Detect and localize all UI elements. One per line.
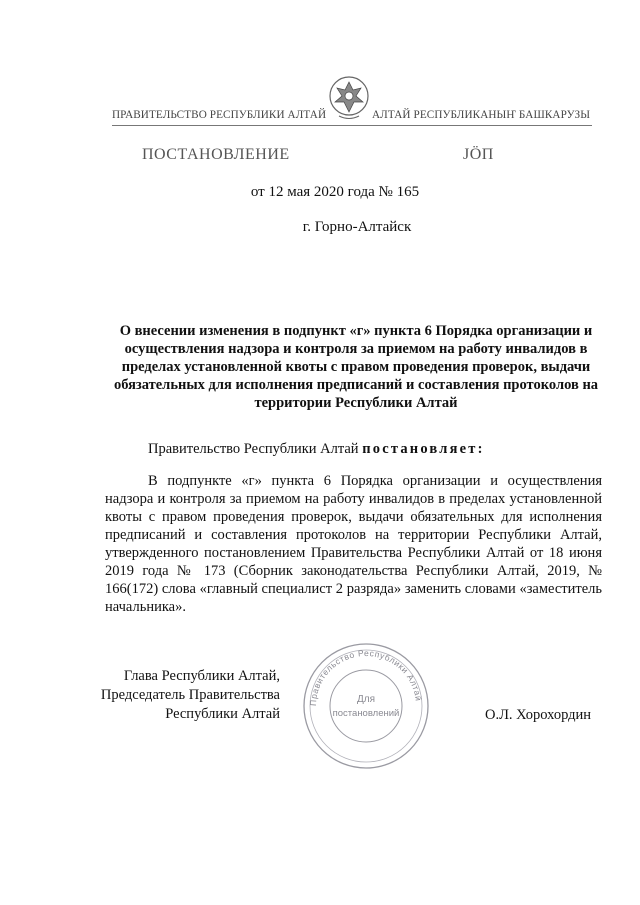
doc-type-russian: ПОСТАНОВЛЕНИЕ [142,146,290,163]
coat-of-arms-emblem [327,74,371,122]
signatory-title-line-2: Председатель Правительства [100,687,280,703]
header-org-right: АЛТАЙ РЕСПУБЛИКАНЫҤ БАШКАРУЗЫ [372,109,591,121]
resolution-lead [148,441,485,458]
official-stamp [300,640,432,772]
header-divider [112,125,592,126]
stamp-center-line-2: постановлений [332,708,400,719]
stamp-ring-text: Правительство Республики Алтай [307,647,424,707]
signatory-title [80,667,280,724]
resolution-lead-text: Правительство Республики Алтай [148,441,363,457]
doc-type-altai: ЈӦП [463,146,494,163]
document-body-paragraph: В подпункте «г» пункта 6 Порядка организации и осуществления надзора и контроля за приемом на работу инвалидов в пределах установленной квоты с правом проведения проверок, выдачи обязательных для исполнения предписаний и составления протоколов на территории Республики Алтай, утвержденного постановлением Правительства Республики Алтай от 18 июня 2019 года № 173 (Сборник законодательства Республики Алтай, 2019, № 166(172) слова «главный специалист 2 разряда» заменить словами «заместитель начальника». [105,473,602,615]
document-title: О внесении изменения в подпункт «г» пункта 6 Порядка организации и осуществления надзора и контроля за приемом на работу инвалидов в пределах установленной квоты с правом проведения проверок, выдачи обязательных для исполнения предписаний и составления протоколов на территории Республики Алтай [113,323,599,411]
signatory-title-line-3: Республики Алтай [165,706,280,722]
document-city: г. Горно-Алтайск [302,219,412,235]
header-org-left: ПРАВИТЕЛЬСТВО РЕСПУБЛИКИ АЛТАЙ [112,109,327,121]
document-date-number: от 12 мая 2020 года № 165 [250,184,420,200]
signatory-name: О.Л. Хорохордин [485,707,592,723]
signatory-title-line-1: Глава Республики Алтай, [123,668,280,684]
resolution-lead-keyword: постановляет: [362,441,485,457]
stamp-center-line-1: Для [356,694,376,705]
